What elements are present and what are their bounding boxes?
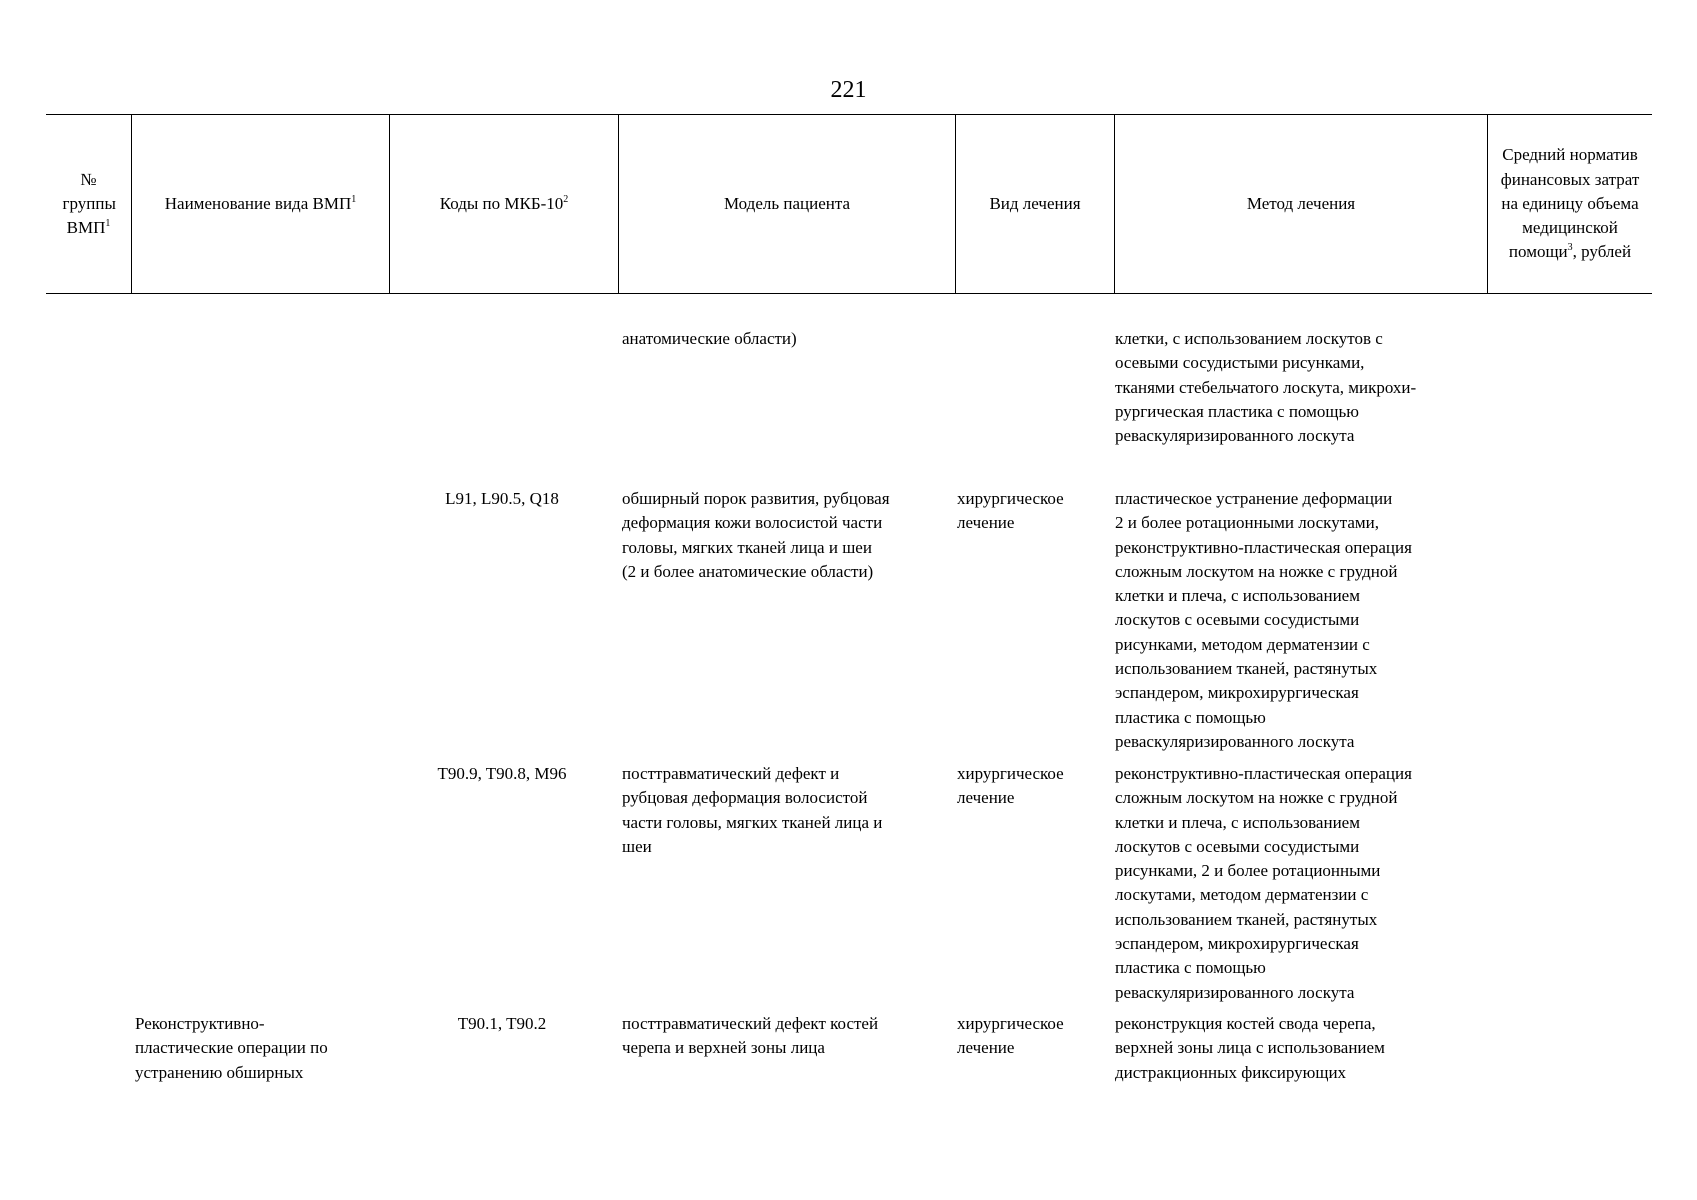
text-line: лечение	[957, 1038, 1015, 1058]
text-line: Реконструктивно-	[135, 1014, 265, 1033]
text-line: сложным лоскутом на ножке с грудной	[1115, 561, 1398, 581]
table-header	[46, 114, 1652, 294]
text-line: головы, мягких тканей лица и шеи	[622, 537, 872, 557]
text-line: использованием тканей, растянутых	[1115, 659, 1378, 679]
page-number: 221	[830, 77, 867, 103]
text-line: клетки, с использованием лоскутов с	[1115, 329, 1383, 348]
text-line: тканями стебельчатого лоскута, микрохи-	[1115, 377, 1417, 397]
text-line: хирургическое	[957, 1014, 1064, 1033]
row-2-icd-codes: T90.9, T90.8, M96	[437, 764, 567, 783]
text-line: клетки и плеча, с использованием	[1115, 812, 1360, 832]
text-line: лечение	[957, 788, 1015, 808]
text-line: посттравматический дефект костей	[622, 1014, 879, 1033]
text-line: анатомические области)	[622, 329, 797, 348]
text-line: сложным лоскутом на ножке с грудной	[1115, 788, 1398, 808]
text-line: рургическая пластика с помощью	[1115, 401, 1359, 421]
text-line: хирургическое	[957, 764, 1064, 783]
header-treatment-method: Метод лечения	[1246, 193, 1356, 213]
text-line: верхней зоны лица с использованием	[1115, 1038, 1385, 1058]
text-line: лечение	[957, 513, 1015, 533]
text-line: эспандером, микрохирургическая	[1115, 934, 1359, 954]
text-line: рисунками, методом дерматензии с	[1115, 634, 1370, 654]
text-line: рубцовая деформация волосистой	[622, 788, 868, 808]
text-line: пластическое устранение деформации	[1115, 489, 1393, 508]
text-line: пластика с помощью	[1115, 707, 1266, 727]
header-group-no: № группы ВМП$^1$	[62, 169, 116, 238]
row-0-patient-model	[622, 327, 797, 351]
text-line: деформация кожи волосистой части	[622, 513, 883, 533]
text-line: лоскутов с осевыми сосудистыми	[1115, 610, 1360, 630]
text-line: реконструкция костей свода черепа,	[1115, 1014, 1376, 1033]
text-line: реваскуляризированного лоскута	[1115, 982, 1355, 1002]
text-line: реконструктивно-пластическая операция	[1115, 764, 1412, 783]
row-3-treatment-type	[957, 1012, 1064, 1061]
row-3-icd-codes: T90.1, T90.2	[457, 1014, 547, 1033]
header-icd-codes: Коды по МКБ-$10^2$	[439, 193, 569, 213]
text-line: использованием тканей, растянутых	[1115, 909, 1378, 929]
text-line: эспандером, микрохирургическая	[1115, 683, 1359, 703]
text-line: реваскуляризированного лоскута	[1115, 426, 1355, 446]
header-cost: Средний норматив финансовых затрат на единицу объема медицинской помощи$^3$, рублей	[1500, 145, 1640, 262]
text-line: устранению обширных	[135, 1062, 304, 1082]
row-0-treatment-method	[1115, 327, 1416, 448]
text-line: пластика с помощью	[1115, 958, 1266, 978]
text-line: клетки и плеча, с использованием	[1115, 586, 1360, 606]
row-1-treatment-type	[957, 487, 1064, 536]
text-line: обширный порок развития, рубцовая	[622, 489, 890, 508]
text-line: рисунками, 2 и более ротационными	[1115, 861, 1381, 881]
text-line: дистракционных фиксирующих	[1115, 1062, 1347, 1082]
row-3-patient-model	[622, 1012, 878, 1061]
text-line: реваскуляризированного лоскута	[1115, 731, 1355, 751]
text-line: пластические операции по	[135, 1038, 328, 1058]
text-line: черепа и верхней зоны лица	[622, 1038, 825, 1058]
row-2-treatment-type	[957, 762, 1064, 811]
text-line: лоскутов с осевыми сосудистыми	[1115, 836, 1360, 856]
text-line: осевыми сосудистыми рисунками,	[1115, 353, 1365, 373]
row-3-treatment-method	[1115, 1012, 1385, 1085]
header-treatment-type: Вид лечения	[989, 193, 1081, 213]
row-1-treatment-method	[1115, 487, 1412, 754]
text-line: посттравматический дефект и	[622, 764, 840, 783]
text-line: реконструктивно-пластическая операция	[1115, 537, 1412, 557]
row-2-treatment-method	[1115, 762, 1412, 1005]
text-line: шеи	[622, 836, 652, 856]
header-vmp-name: Наименование вида ВМП$^1$	[164, 193, 357, 213]
row-2-patient-model	[622, 762, 882, 859]
text-line: части головы, мягких тканей лица и	[622, 812, 883, 832]
row-1-patient-model	[622, 487, 890, 584]
text-line: хирургическое	[957, 489, 1064, 508]
text-line: 2 и более ротационными лоскутами,	[1115, 513, 1379, 533]
row-1-icd-codes: L91, L90.5, Q18	[445, 489, 559, 508]
text-line: лоскутами, методом дерматензии с	[1115, 885, 1369, 905]
row-3-vmp-name	[135, 1012, 328, 1085]
header-patient-model: Модель пациента	[723, 193, 851, 213]
text-line: (2 и более анатомические области)	[622, 561, 874, 581]
